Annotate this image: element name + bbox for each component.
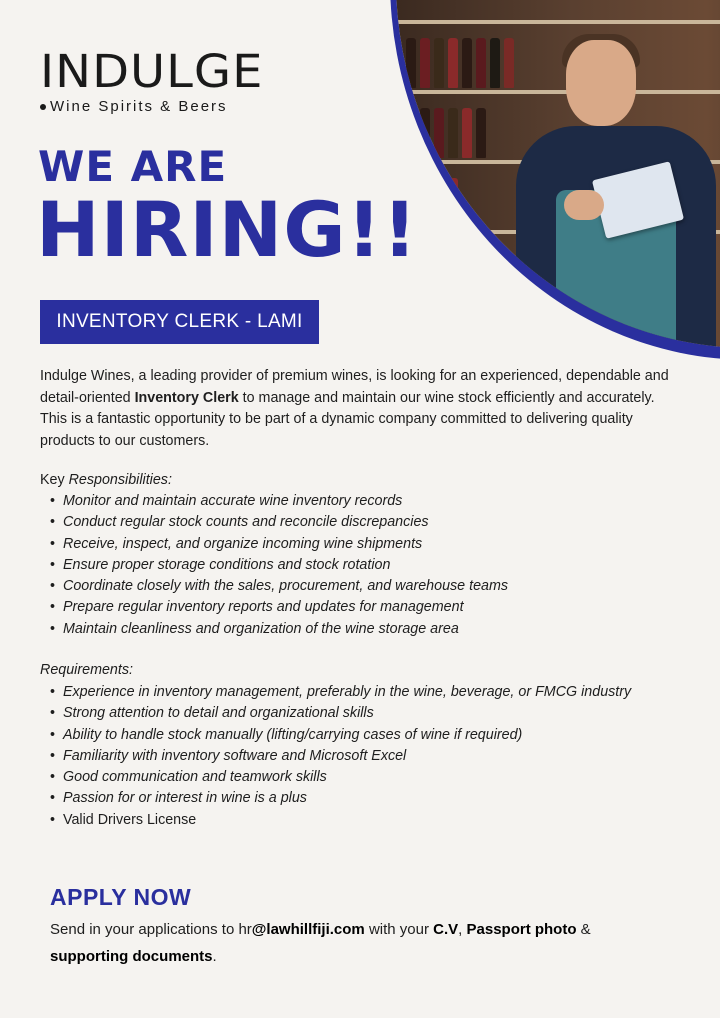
list-item: • Maintain cleanliness and organization of the wine storage area [50,619,508,640]
intro-paragraph: Indulge Wines, a leading provider of premium wines, is looking for an experienced, dependable and detail-oriented Inventory Clerk to manage and maintain our wine stock efficiently and accurately. This is a fantastic opportunity to be part of a dynamic company committed to delivering quality products to our customers. [40,368,669,449]
brand-logo [40,45,264,115]
apply-instructions: Send in your applications to hr@lawhillfiji.com with your C.V, Passport photo & supporting documents. [50,921,591,965]
headline-we-are: WE ARE [38,142,228,191]
requirements-heading: Requirements: [40,662,133,678]
wine-shop-photo [396,0,720,348]
responsibilities-heading: Key Responsibilities: [40,472,172,488]
brand-name: INDULGE [40,45,264,99]
requirements-list [50,682,650,831]
list-item: • Conduct regular stock counts and reconcile discrepancies [50,512,508,533]
bullet-dot-icon [40,104,46,110]
list-item: • Ability to handle stock manually (lifting/carrying cases of wine if required) [50,725,650,746]
list-item: • Monitor and maintain accurate wine inventory records [50,491,508,512]
brand-tagline: Wine Spirits & Beers [40,98,263,115]
list-item: • Coordinate closely with the sales, procurement, and warehouse teams [50,576,508,597]
headline-hiring: HIRING!! [36,185,418,274]
list-item: • Strong attention to detail and organizational skills [50,703,650,724]
role-name: Inventory Clerk [134,389,239,406]
list-item: • Receive, inspect, and organize incoming wine shipments [50,534,508,555]
list-item: • Familiarity with inventory software and Microsoft Excel [50,746,650,767]
list-item: • Prepare regular inventory reports and updates for management [50,597,508,618]
list-item: • Ensure proper storage conditions and stock rotation [50,555,508,576]
position-title-banner: INVENTORY CLERK - LAMI [40,300,319,344]
list-item: • Passion for or interest in wine is a plus [50,788,650,809]
apply-now-heading: APPLY NOW [50,884,192,910]
responsibilities-list [50,491,508,640]
email-link[interactable]: @lawhillfiji.com [251,921,365,938]
list-item: • Experience in inventory management, preferably in the wine, beverage, or FMCG industry [50,682,650,703]
hero-photo [390,0,720,360]
list-item: • Good communication and teamwork skills [50,767,650,788]
clerk-figure [516,40,716,360]
list-item: • Valid Drivers License [50,810,650,831]
